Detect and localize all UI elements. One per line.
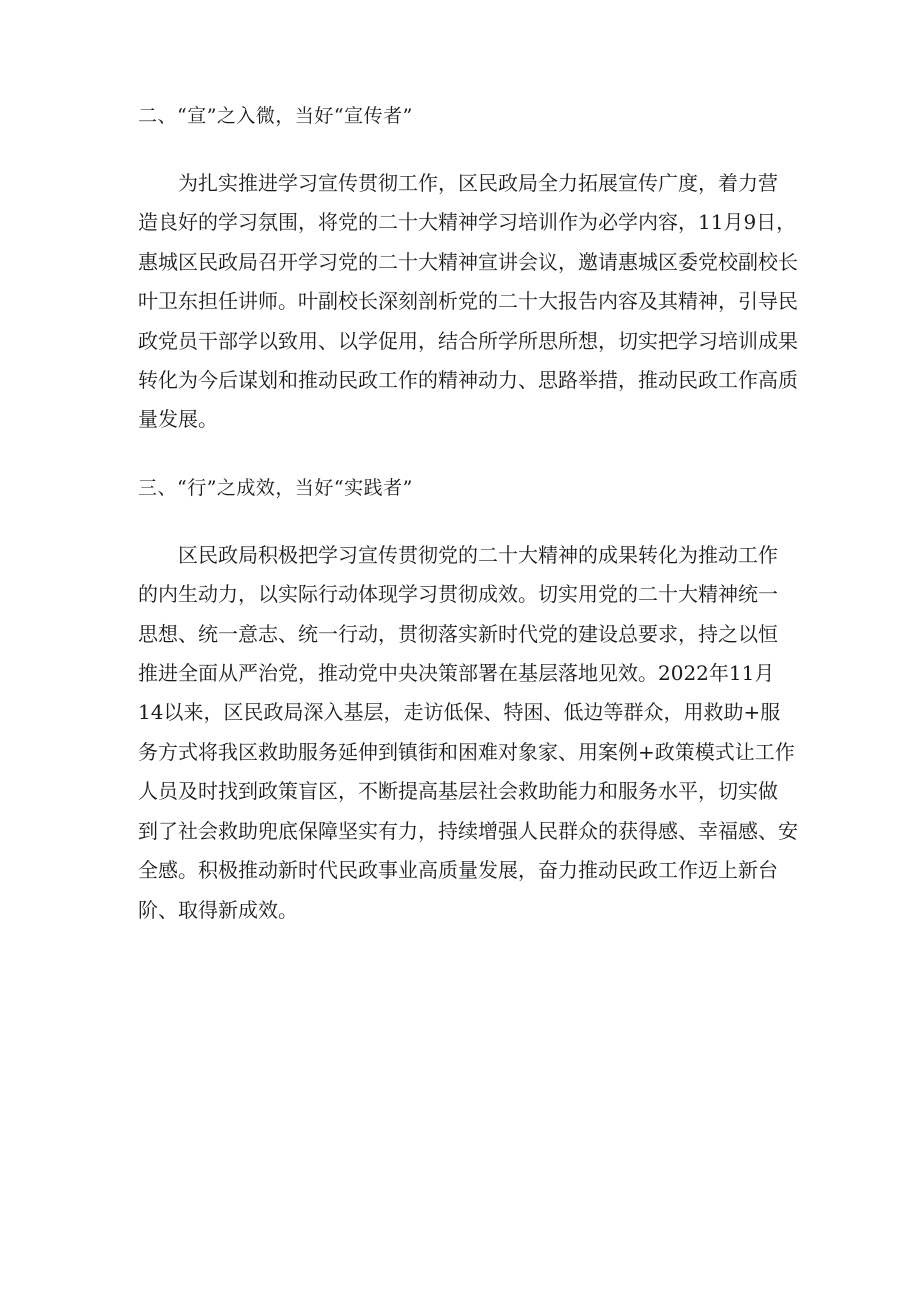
paragraph-line: 人员及时找到政策盲区，不断提高基层社会救助能力和服务水平，切实做 — [138, 779, 778, 804]
paragraph-line: 政党员干部学以致用、以学促用，结合所学所思所想，切实把学习培训成果 — [138, 328, 798, 353]
paragraph-line: 造良好的学习氛围，将党的二十大精神学习培训作为必学内容，11月9日， — [138, 210, 797, 235]
section-2-paragraph — [138, 164, 798, 440]
paragraph-line: 惠城区民政局召开学习党的二十大精神宣讲会议，邀请惠城区委党校副校长 — [138, 249, 798, 274]
paragraph-line: 到了社会救助兜底保障坚实有力，持续增强人民群众的获得感、幸福感、安 — [138, 818, 798, 843]
paragraph-line: 转化为今后谋划和推动民政工作的精神动力、思路举措，推动民政工作高质 — [138, 368, 798, 393]
paragraph-line: 思想、统一意志、统一行动，贯彻落实新时代党的建设总要求，持之以恒 — [138, 621, 778, 646]
document-page — [138, 98, 798, 930]
paragraph-line: 推进全面从严治党，推动党中央决策部署在基层落地见效。2022年11月 — [138, 661, 775, 686]
section-heading-3: 三、“行”之成效，当好“实践者” — [138, 476, 413, 499]
paragraph-line: 全感。积极推动新时代民政事业高质量发展，奋力推动民政工作迈上新台 — [138, 858, 778, 883]
paragraph-line: 为扎实推进学习宣传贯彻工作，区民政局全力拓展宣传广度，着力营 — [178, 171, 778, 195]
paragraph-line: 量发展。 — [138, 407, 218, 432]
section-heading-2: 二、“宣”之入微，当好“宣传者” — [138, 105, 413, 127]
paragraph-line: 阶、取得新成效。 — [138, 897, 298, 922]
section-3-paragraph — [138, 536, 798, 930]
paragraph-line: 14以来，区民政局深入基层，走访低保、特困、低边等群众，用救助+服 — [138, 700, 781, 725]
paragraph-line: 务方式将我区救助服务延伸到镇街和困难对象家、用案例+政策模式让工作 — [138, 739, 795, 764]
paragraph-line: 的内生动力，以实际行动体现学习贯彻成效。切实用党的二十大精神统一 — [138, 582, 778, 607]
paragraph-line: 叶卫东担任讲师。叶副校长深刻剖析党的二十大报告内容及其精神，引导民 — [138, 289, 798, 314]
paragraph-line: 区民政局积极把学习宣传贯彻党的二十大精神的成果转化为推动工作 — [178, 542, 778, 567]
